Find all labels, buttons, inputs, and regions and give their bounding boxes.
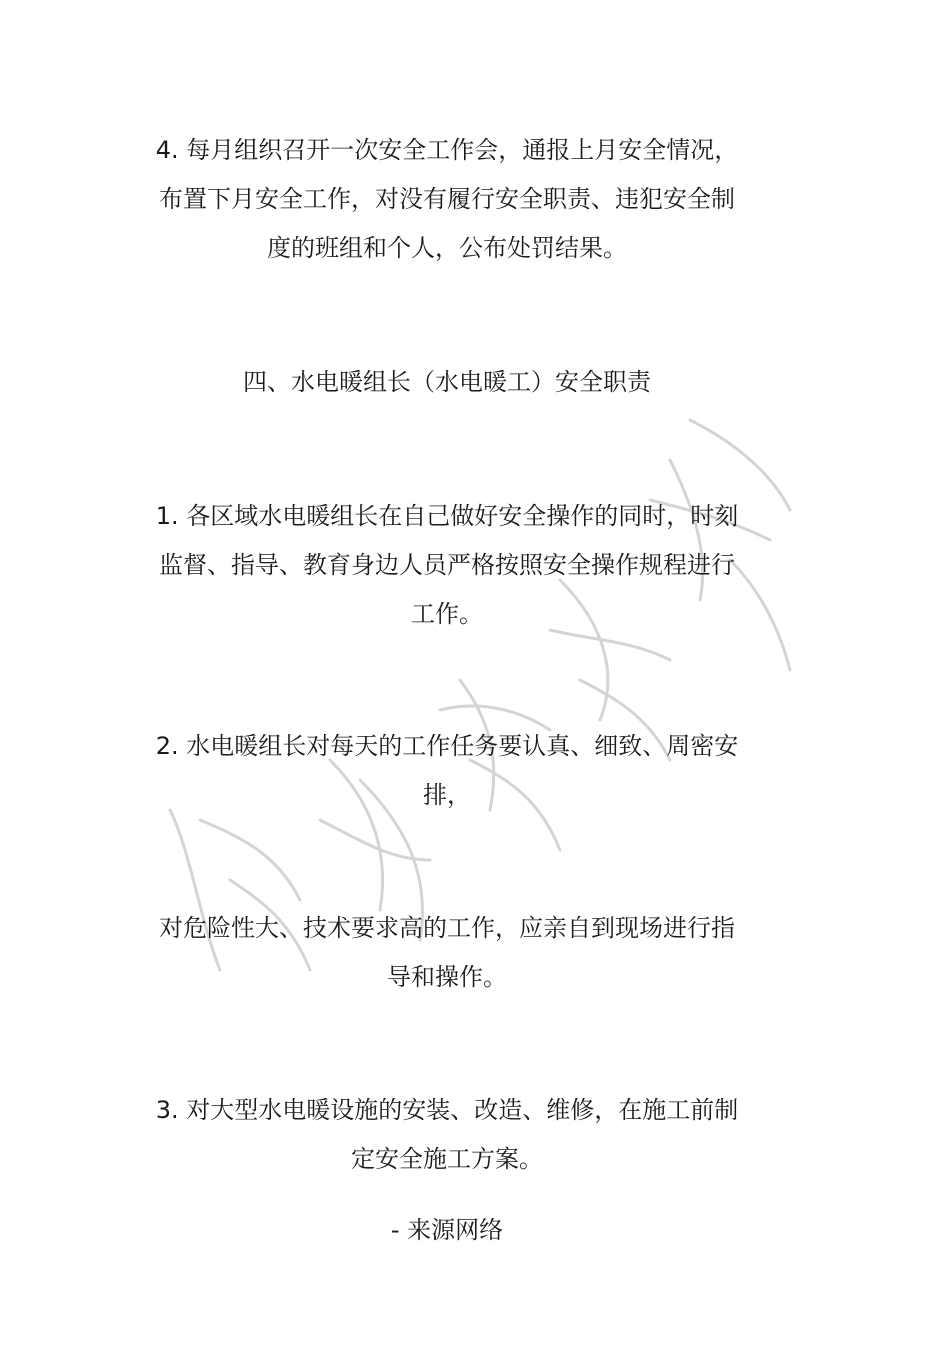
text-line: 排， xyxy=(423,781,471,809)
text-line: 3. 对大型水电暖设施的安装、改造、维修，在施工前制 xyxy=(155,1096,739,1124)
text-line: 定安全施工方案。 xyxy=(351,1145,543,1173)
text-line: 布置下月安全工作，对没有履行安全职责、违犯安全制 xyxy=(159,185,735,213)
paragraph-item-2-continued xyxy=(148,904,746,1002)
heading-text: 四、水电暖组长（水电暖工）安全职责 xyxy=(243,368,651,396)
text-line: 度的班组和个人，公布处罚结果。 xyxy=(267,234,627,262)
section-heading xyxy=(148,358,746,407)
text-line: 导和操作。 xyxy=(387,963,507,991)
text-line: 1. 各区域水电暖组长在自己做好安全操作的同时，时刻 xyxy=(155,502,739,530)
text-line: 2. 水电暖组长对每天的工作任务要认真、细致、周密安 xyxy=(155,732,739,760)
text-line: 监督、指导、教育身边人员严格按照安全操作规程进行 xyxy=(159,551,735,579)
text-line: 对危险性大、技术要求高的工作，应亲自到现场进行指 xyxy=(159,914,735,942)
source-note xyxy=(148,1206,746,1255)
text-line: 工作。 xyxy=(411,600,483,628)
paragraph-item-3 xyxy=(148,1086,746,1184)
text-line: 4. 每月组织召开一次安全工作会，通报上月安全情况， xyxy=(155,136,739,164)
paragraph-item-2 xyxy=(148,722,746,820)
paragraph-item-1 xyxy=(148,492,746,639)
source-text: - 来源网络 xyxy=(390,1216,504,1244)
paragraph-item-4 xyxy=(148,126,746,273)
